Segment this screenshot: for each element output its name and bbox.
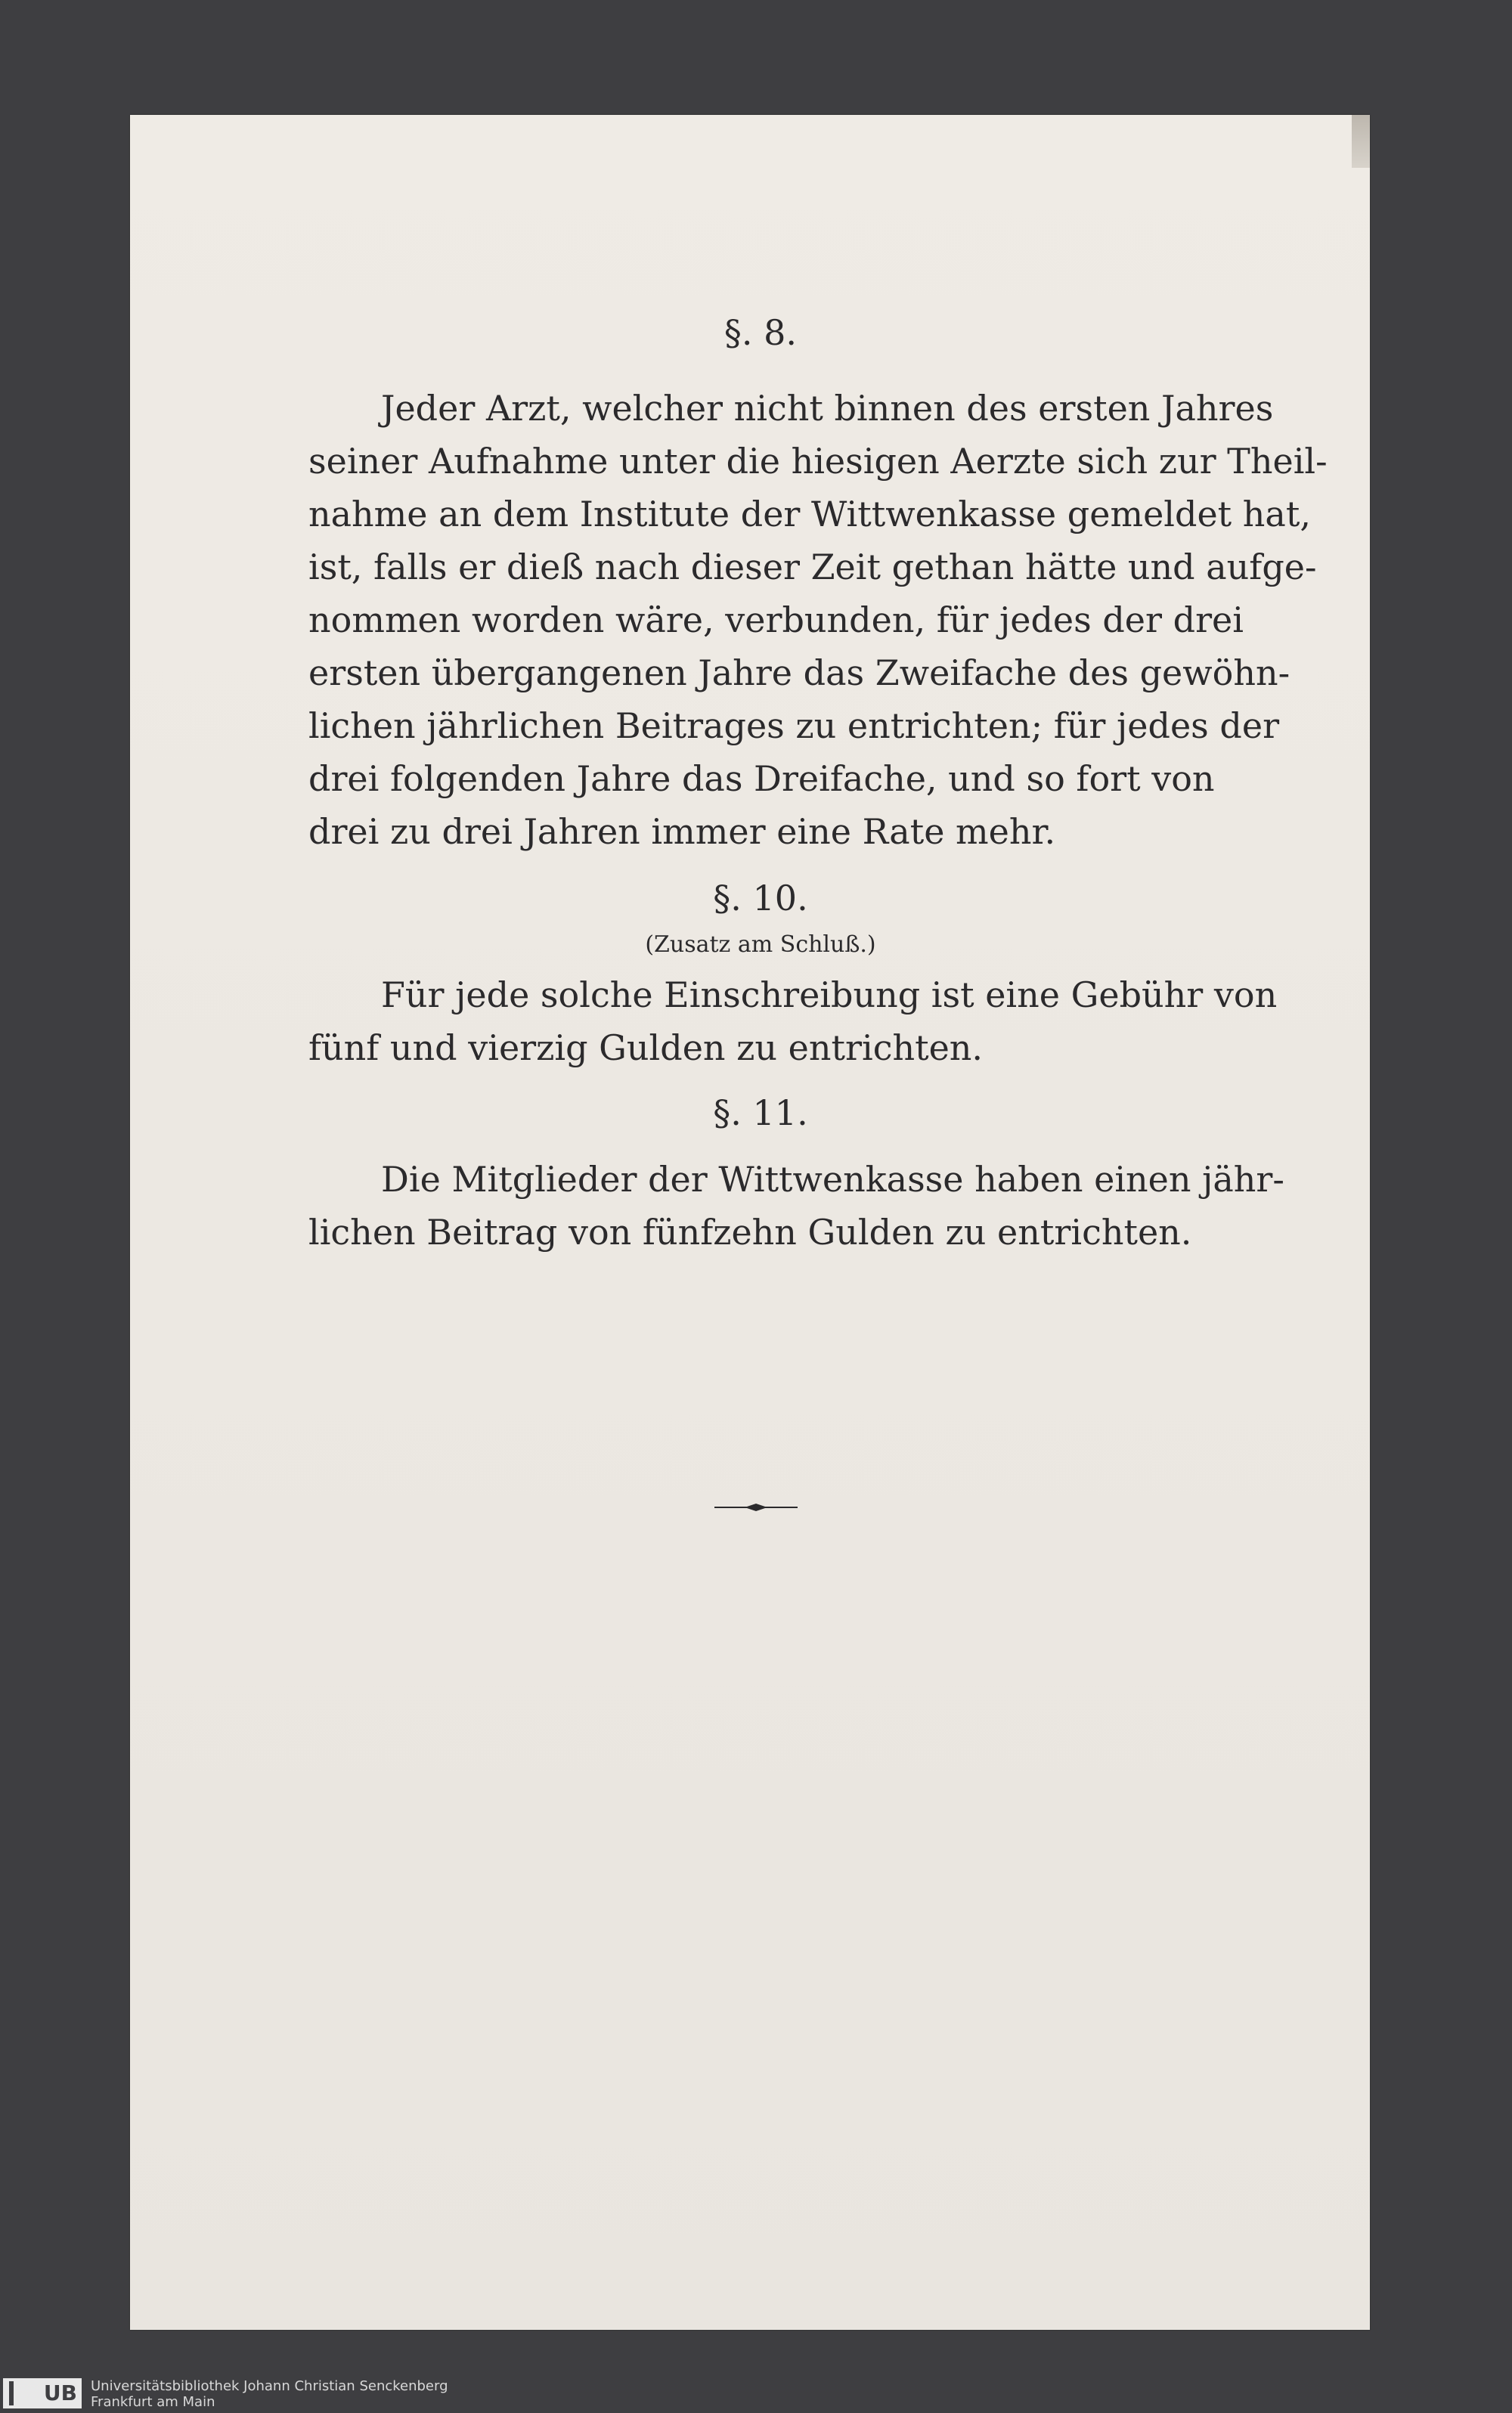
library-logo [3,2378,82,2408]
library-footer [0,2374,1512,2413]
section-note: (Zusatz am Schluß.) [645,931,876,958]
text-block [308,311,1328,1445]
paragraph-line: Die Mitglieder der Wittwenkasse haben einen jähr- [381,1159,1284,1200]
paragraph-line: nommen worden wäre, verbunden, für jedes der drei [308,599,1244,640]
paragraph-line: lichen Beitrag von fünfzehn Gulden zu entrichten. [308,1212,1192,1253]
section-heading-11: §. 11. [713,1092,808,1133]
paragraph-line: nahme an dem Institute der Wittwenkasse gemeldet hat, [308,494,1311,534]
paragraph-line: Jeder Arzt, welcher nicht binnen des ersten Jahres [381,388,1274,429]
paragraph-line: drei folgenden Jahre das Dreifache, und so fort von [308,758,1215,799]
end-ornament-icon [714,1503,798,1512]
paragraph-line: Für jede solche Einschreibung ist eine Gebühr von [381,974,1278,1015]
paragraph-line: lichen jährlichen Beitrages zu entrichten; für jedes der [308,705,1280,746]
document-page [130,115,1370,2330]
logo-bar-icon [9,2381,14,2405]
logo-text: UB [43,2380,77,2405]
paragraph-line: ist, falls er dieß nach dieser Zeit gethan hätte und aufge- [308,547,1317,587]
paragraph-line: drei zu drei Jahren immer eine Rate mehr. [308,811,1056,852]
paragraph-line: ersten übergangenen Jahre das Zweifache des gewöhn- [308,652,1290,693]
institution-line-1: Universitätsbibliothek Johann Christian Senckenberg [91,2378,448,2394]
paragraph-line: fünf und vierzig Gulden zu entrichten. [308,1027,984,1068]
section-heading-10: §. 10. [713,878,808,918]
institution-name [91,2378,448,2410]
section-heading-8: §. 8. [723,312,798,353]
institution-line-2: Frankfurt am Main [91,2394,215,2410]
paragraph-line: seiner Aufnahme unter die hiesigen Aerzte sich zur Theil- [308,441,1328,482]
page-edge-shadow [1352,115,1370,168]
